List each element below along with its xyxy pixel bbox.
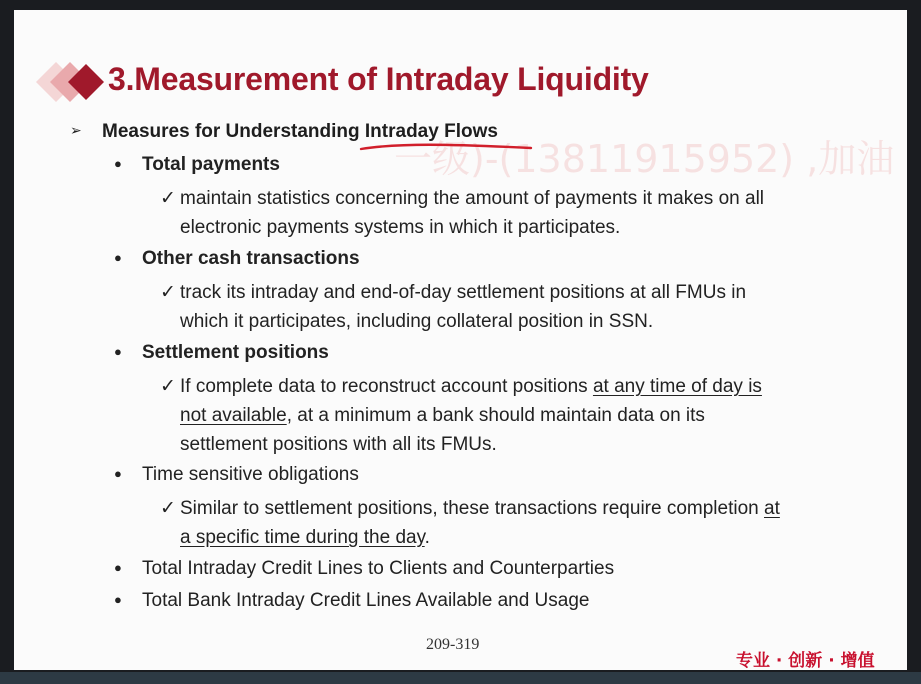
detail-time-sensitive: ✓ Similar to settlement positions, these transactions require completion at a specific time during the day. [160, 494, 780, 552]
list-item-other-cash: ● Other cash transactions [114, 248, 360, 269]
bullet-dot-icon: ● [114, 344, 122, 359]
arrow-bullet-icon: ➢ [70, 122, 82, 138]
bottom-bar [0, 672, 921, 684]
page-number: 209-319 [426, 636, 480, 653]
slide [14, 10, 907, 670]
list-item-credit-lines-clients: ● Total Intraday Credit Lines to Clients and Counterparties [114, 558, 615, 579]
bullet-dot-icon: ● [114, 156, 122, 171]
brand-slogan: 专业 · 创新 · 增值 [736, 651, 875, 670]
checkmark-icon: ✓ [160, 376, 176, 397]
list-item-settlement-positions: ● Settlement positions [114, 342, 329, 363]
bullet-dot-icon: ● [114, 560, 122, 575]
diamond-decoration-icon [36, 60, 116, 104]
detail-other-cash: ✓ track its intraday and end-of-day settlement positions at all FMUs in which it participates, including collateral position in SSN. [160, 278, 746, 336]
section-label-prefix: Measures for Understanding [102, 121, 365, 142]
detail-total-payments: ✓ maintain statistics concerning the amount of payments it makes on all electronic payments systems in which it participates. [160, 184, 764, 242]
section-label-underlined: Intraday Flows [365, 121, 498, 143]
section-heading [70, 121, 498, 143]
page-title: 3.Measurement of Intraday Liquidity [108, 61, 649, 97]
checkmark-icon: ✓ [160, 282, 176, 303]
watermark: 一级)-(13811915952) ,加油 [394, 137, 895, 181]
red-underline-annotation [359, 139, 534, 157]
checkmark-icon: ✓ [160, 188, 176, 209]
list-item-time-sensitive: ● Time sensitive obligations [114, 464, 359, 485]
list-item-total-payments: ● Total payments [114, 154, 280, 175]
bullet-dot-icon: ● [114, 592, 122, 607]
checkmark-icon: ✓ [160, 498, 176, 519]
detail-settlement-positions: ✓ If complete data to reconstruct account positions at any time of day is not available, at a minimum a bank should maintain data on its settlement positions with all its FMUs. [160, 372, 762, 459]
bullet-dot-icon: ● [114, 250, 122, 265]
list-item-credit-lines-bank: ● Total Bank Intraday Credit Lines Available and Usage [114, 590, 590, 611]
bullet-dot-icon: ● [114, 466, 122, 481]
